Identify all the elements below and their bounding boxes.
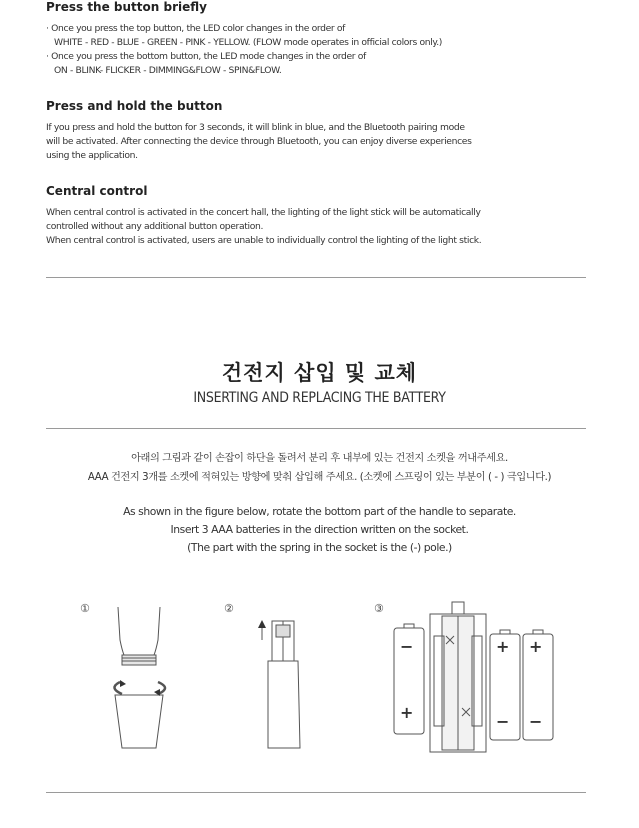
brief-press-heading: Press the button briefly [46,0,207,14]
step-number-1: ① [80,602,90,615]
battery-instruction-english: Insert 3 AAA batteries in the direction written on the socket. [170,523,469,536]
divider [46,792,586,793]
central-control-section [46,184,606,248]
brief-line: · Once you press the bottom button, the LED mode changes in the order of [46,51,366,62]
brief-press-section [46,0,606,78]
battery-insert-illustration [390,596,560,766]
socket-pullout-illustration [252,600,312,760]
battery-instruction-korean: 아래의 그림과 같이 손잡이 하단을 돌려서 분리 후 내부에 있는 건전지 소켓을 꺼내주세요. [131,453,508,464]
central-line: controlled without any additional button operation. [46,221,264,232]
divider [46,277,586,278]
battery-instruction-english: As shown in the figure below, rotate the bottom part of the handle to separate. [123,505,516,518]
battery-title-english: INSERTING AND REPLACING THE BATTERY [193,390,446,406]
minus-sign: − [400,637,414,656]
battery-title-korean: 건전지 삽입 및 교체 [221,361,418,385]
brief-line: · Once you press the top button, the LED color changes in the order of [46,23,346,34]
brief-line: ON - BLINK- FLICKER - DIMMING&FLOW - SPIN&FLOW. [54,65,282,76]
brief-line: WHITE - RED - BLUE - GREEN - PINK - YELLOW. (FLOW mode operates in official colors only.) [54,37,443,48]
plus-sign: + [496,637,510,656]
step-number-3: ③ [374,602,384,615]
plus-sign: + [400,703,414,722]
hold-line: If you press and hold the button for 3 seconds, it will blink in blue, and the Bluetooth pairing mode [46,122,465,133]
minus-sign: − [529,712,543,731]
plus-sign: + [529,637,543,656]
minus-sign: − [496,712,510,731]
hold-line: will be activated. After connecting the device through Bluetooth, you can enjoy diverse experiences [46,136,472,147]
battery-instruction-korean: AAA 건전지 3개를 소켓에 적혀있는 방향에 맞춰 삽입해 주세요. (소켓에 스프링이 있는 부분이 ( - ) 극입니다.) [87,472,552,483]
central-line: When central control is activated in the concert hall, the lighting of the light stick will be automatically [46,207,481,218]
hold-press-heading: Press and hold the button [46,99,223,113]
battery-instruction-english: (The part with the spring in the socket is the (-) pole.) [187,541,452,554]
divider [46,428,586,429]
hold-press-section [46,99,606,163]
central-line: When central control is activated, users are unable to individually control the lighting of the light stick. [46,235,482,246]
hold-line: using the application. [46,150,138,161]
handle-rotate-illustration [100,600,180,760]
central-control-heading: Central control [46,184,148,198]
step-number-2: ② [224,602,234,615]
